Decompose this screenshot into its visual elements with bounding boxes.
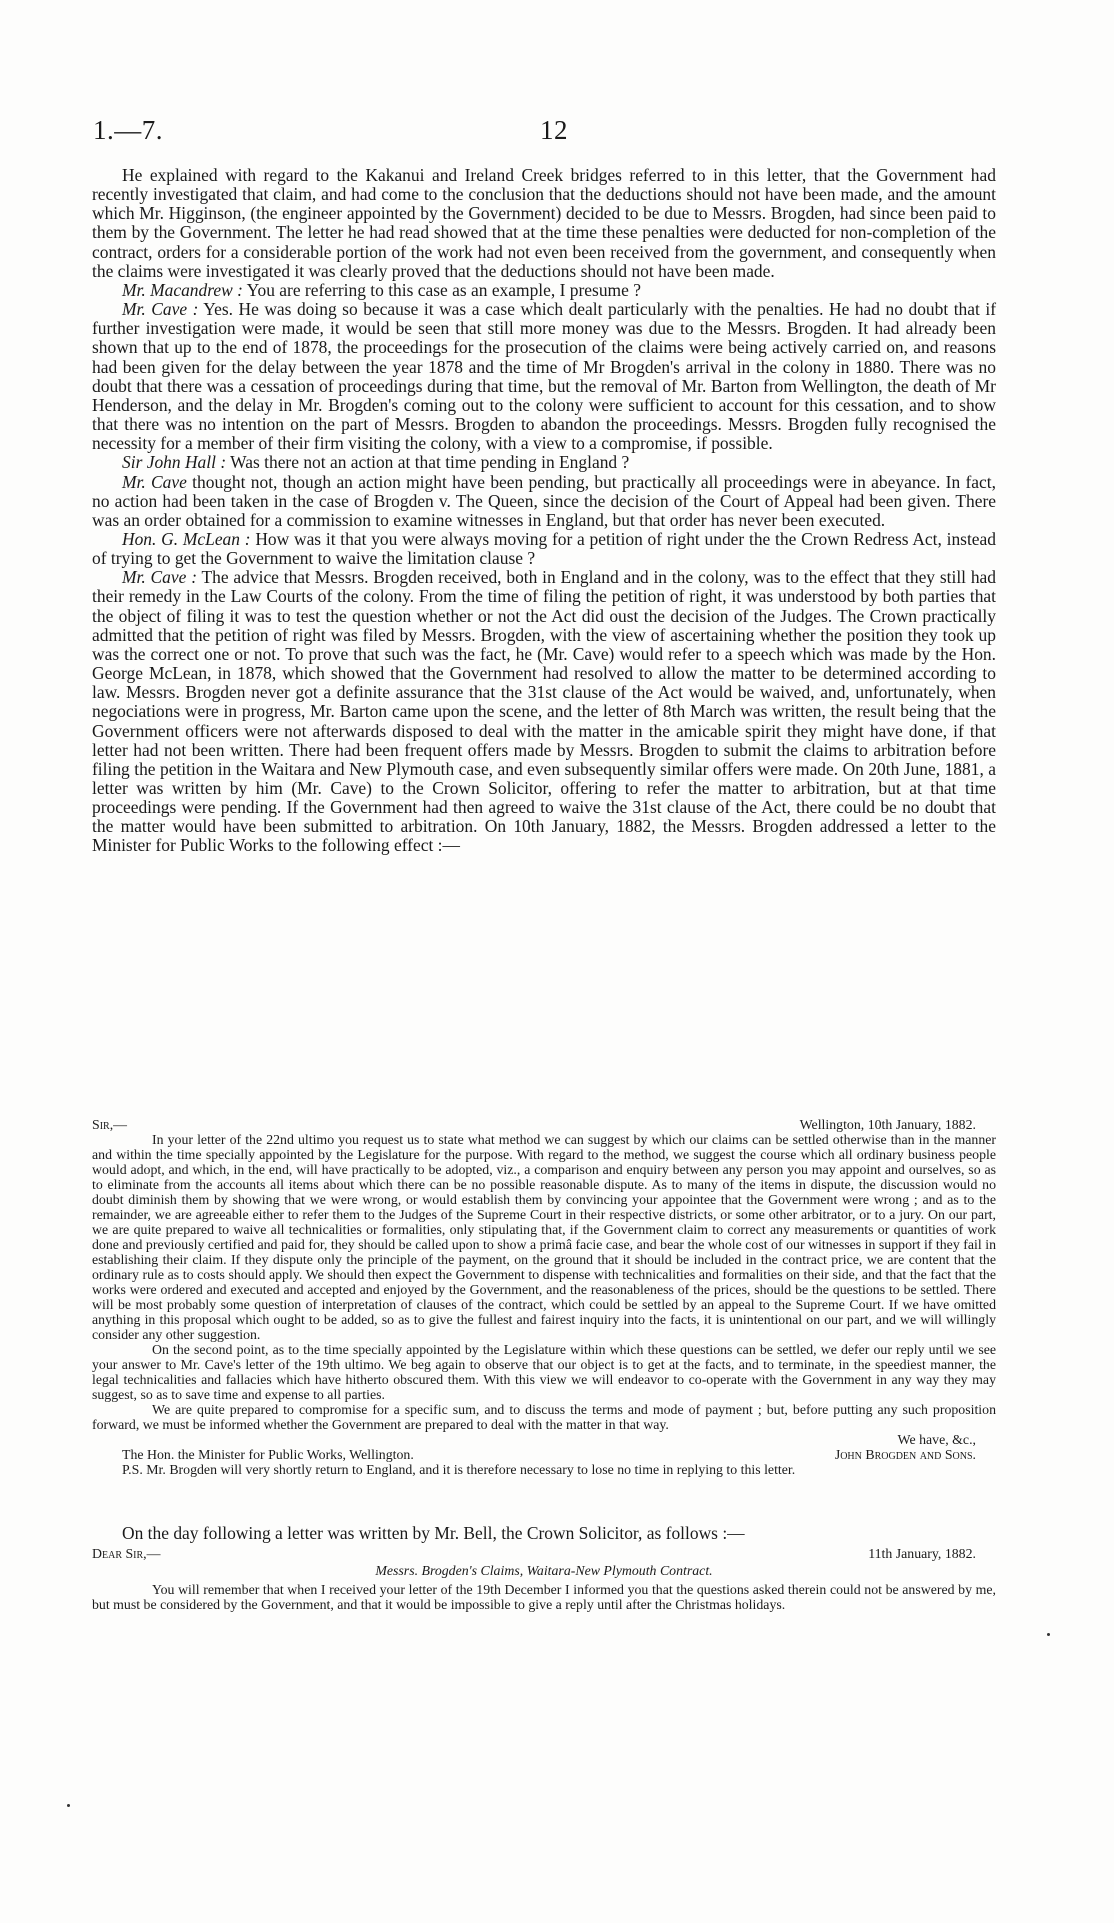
letter-signature: John Brogden and Sons. xyxy=(834,1447,976,1462)
paragraph: Hon. G. McLean : How was it that you were always moving for a petition of right under the the Crown Redress Act, instead of trying to get the Government to waive the limitation clause ? xyxy=(92,528,996,569)
page-number: 12 xyxy=(540,115,568,145)
paragraph: Mr. Macandrew : You are referring to this case as an example, I presume ? xyxy=(122,279,641,300)
intro-paragraph: On the day following a letter was written by Mr. Bell, the Crown Solicitor, as follows :— xyxy=(122,1523,745,1543)
letter-postscript: P.S. Mr. Brogden will very shortly return to England, and it is therefore necessary to lose no time in replying to this letter. xyxy=(122,1462,796,1477)
letter-addressee: The Hon. the Minister for Public Works, Wellington. xyxy=(122,1447,414,1462)
speaker-name: Mr. Macandrew : xyxy=(122,279,243,300)
scan-speck xyxy=(67,1804,70,1807)
letter-closing-row xyxy=(92,1432,996,1447)
page-series-number: 1.—7. xyxy=(93,115,163,145)
speaker-name: Mr. Cave xyxy=(122,471,187,492)
paragraph: Mr. Cave : The advice that Messrs. Brogden received, both in England and in the colony, was to the effect that they still had their remedy in the Law Courts of the colony. From the time of filing the petition of right, it was understood by both parties that the object of filing it was to test the question whether or not the Act did oust the decision of the Judges. The Crown practically admitted that the petition of right was filed by Messrs. Brogden, with the view of ascertaining whether the position they took up was the correct one or not. To prove that such was the fact, he (Mr. Cave) would refer to a speech which was made by the Hon. George McLean, in 1878, which showed that the Government had resolved to allow the matter to be determined according to law. Messrs. Brogden never got a definite assurance that the 31st clause of the Act would be waived, and, unfortunately, when negociations were in progress, Mr. Barton came upon the scene, and the letter of 8th March was written, the result being that the Government officers were not afterwards disposed to deal with the matter in the amicable spirit they might have done, if that letter had not been written. There had been frequent offers made by Messrs. Brogden to submit the claims to arbitration before filing the petition in the Waitara and New Plymouth case, and even subsequently similar offers were made. On 20th June, 1881, a letter was written by him (Mr. Cave) to the Crown Solicitor, offering to refer the matter to arbitration, but at that time proceedings were pending. If the Government had then agreed to waive the 31st clause of the Act, there could be no doubt that the matter would have been submitted to arbitration. On 10th January, 1882, the Messrs. Brogden addressed a letter to the Minister for Public Works to the following effect :— xyxy=(92,567,996,856)
paragraph: He explained with regard to the Kakanui and Ireland Creek bridges referred to in this letter, that the Government had recently investigated that claim, and had come to the conclusion that the deductions should not have been made, and the amount which Mr. Higginson, (the engineer appointed by the Government) decided to be due to Messrs. Brogden, had since been paid to them by the Government. The letter he had read showed that at the time these penalties were deducted for non-completion of the contract, orders for a considerable portion of the work had not even been received from the government, and consequently when the claims were investigated it was clearly proved that the deductions should not have been made. xyxy=(92,165,996,281)
letter-heading xyxy=(92,1117,996,1132)
speaker-name: Sir John Hall : xyxy=(122,452,227,473)
letter-date: 11th January, 1882. xyxy=(868,1546,976,1561)
quoted-letter-bell xyxy=(92,1546,996,1612)
scan-speck xyxy=(1047,1633,1050,1636)
speaker-name: Hon. G. McLean : xyxy=(122,528,251,549)
quoted-letter-brogden xyxy=(92,1117,996,1477)
letter-paragraph: On the second point, as to the time specially appointed by the Legislature within which these questions can be settled, we defer our reply until we see your answer to Mr. Cave's letter of the 19th ultimo. We beg again to observe that our object is to get at the facts, and to terminate, in the speediest manner, the legal technicalities and fallacies which have hitherto obscured them. With this view we will endeavor to co-operate with the Government in any way they may suggest, so as to save time and expense to all parties. xyxy=(92,1342,996,1402)
letter-salutation: Dear Sir,— xyxy=(92,1546,161,1561)
main-text xyxy=(92,166,996,856)
letter-subject: Messrs. Brogden's Claims, Waitara-New Plymouth Contract. xyxy=(375,1563,713,1578)
letter-paragraph: In your letter of the 22nd ultimo you request us to state what method we can suggest by which our claims can be settled otherwise than in the manner and within the time specially appointed by the Legislature for the purpose. With regard to the method, we suggest the course which all ordinary business people would adopt, and which, in the end, will have practically to be adopted, viz., a comparison and enquiry between any person you may appoint and ourselves, so as to eliminate from the accounts all items about which there can be no possible reasonable dispute. As to many of the items in dispute, the discussion would no doubt diminish them by showing that we were wrong, or would establish them by convincing your appointee that the Government were wrong ; and as to the remainder, we are agreeable either to refer them to the Judges of the Supreme Court in their respective districts, or some other arbitrator, or to a jury. On our part, we are quite prepared to waive all technicalities or formalities, only stipulating that, if the Government claim to correct any measurements or quantities of work done and previously certified and paid for, they should be called upon to show a primâ facie case, and bear the whole cost of our witnesses in support if they fail in establishing their claim. If they dispute only the principle of the payment, on the ground that it should be included in the contract price, we are content that the ordinary rule as to costs should apply. We should then expect the Government to dispense with technicalities and formalities on their side, and that the fact that the works were ordered and executed and accepted and enjoyed by the Government, and the reasonableness of the prices, should be the questions to be settled. There will be most probably some question of interpretation of clauses of the contract, which could be settled by an appeal to the Supreme Court. If we have omitted anything in this proposal which ought to be added, so as to give the fullest and fairest inquiry into the facts, it is unintentional on our part, and we will willingly consider any other suggestion. xyxy=(92,1132,996,1342)
letter-paragraph: You will remember that when I received your letter of the 19th December I informed you that the questions asked therein could not be answered by me, but must be considered by the Government, and that it would be impossible to give a reply until after the Christmas holidays. xyxy=(92,1582,996,1612)
speaker-name: Mr. Cave : xyxy=(122,299,199,320)
speaker-name: Mr. Cave : xyxy=(122,567,197,588)
letter-signature-row xyxy=(92,1447,996,1462)
letter-salutation: Sir,— xyxy=(92,1117,128,1132)
letter-place-date: Wellington, 10th January, 1882. xyxy=(799,1117,976,1132)
paragraph: Mr. Cave : Yes. He was doing so because it was a case which dealt particularly with the penalties. He had no doubt that if further investigation were made, it would be seen that still more money was due to the Messrs. Brogden. It had already been shown that up to the end of 1878, the proceedings for the prosecution of the claims were being actively carried on, and reasons had been given for the delay between the year 1878 and the time of Mr Brogden's arrival in the colony in 1880. There was no doubt that there was a cessation of proceedings during that time, but the removal of Mr. Barton from Wellington, the death of Mr Henderson, and the delay in Mr. Brogden's coming out to the colony were sufficient to account for this cessation, and to show that there was no intention on the part of Messrs. Brogden to abandon the proceedings. Messrs. Brogden fully recognised the necessity for a member of their firm visiting the colony, with a view to a compromise, if possible. xyxy=(92,299,997,454)
paragraph: Sir John Hall : Was there not an action at that time pending in England ? xyxy=(122,452,630,473)
letter-heading xyxy=(92,1546,996,1561)
letter-paragraph: We are quite prepared to compromise for a specific sum, and to discuss the terms and mode of payment ; but, before putting any such proposition forward, we must be informed whether the Government are prepared to deal with the matter in that way. xyxy=(92,1402,996,1432)
letter-closing: We have, &c., xyxy=(897,1432,976,1447)
paragraph: Mr. Cave thought not, though an action might have been pending, but practically all proceedings were in abeyance. In fact, no action had been taken in the case of Brogden v. The Queen, since the decision of the Court of Appeal had been given. There was an order obtained for a commission to examine witnesses in England, but that order has never been executed. xyxy=(92,471,996,530)
